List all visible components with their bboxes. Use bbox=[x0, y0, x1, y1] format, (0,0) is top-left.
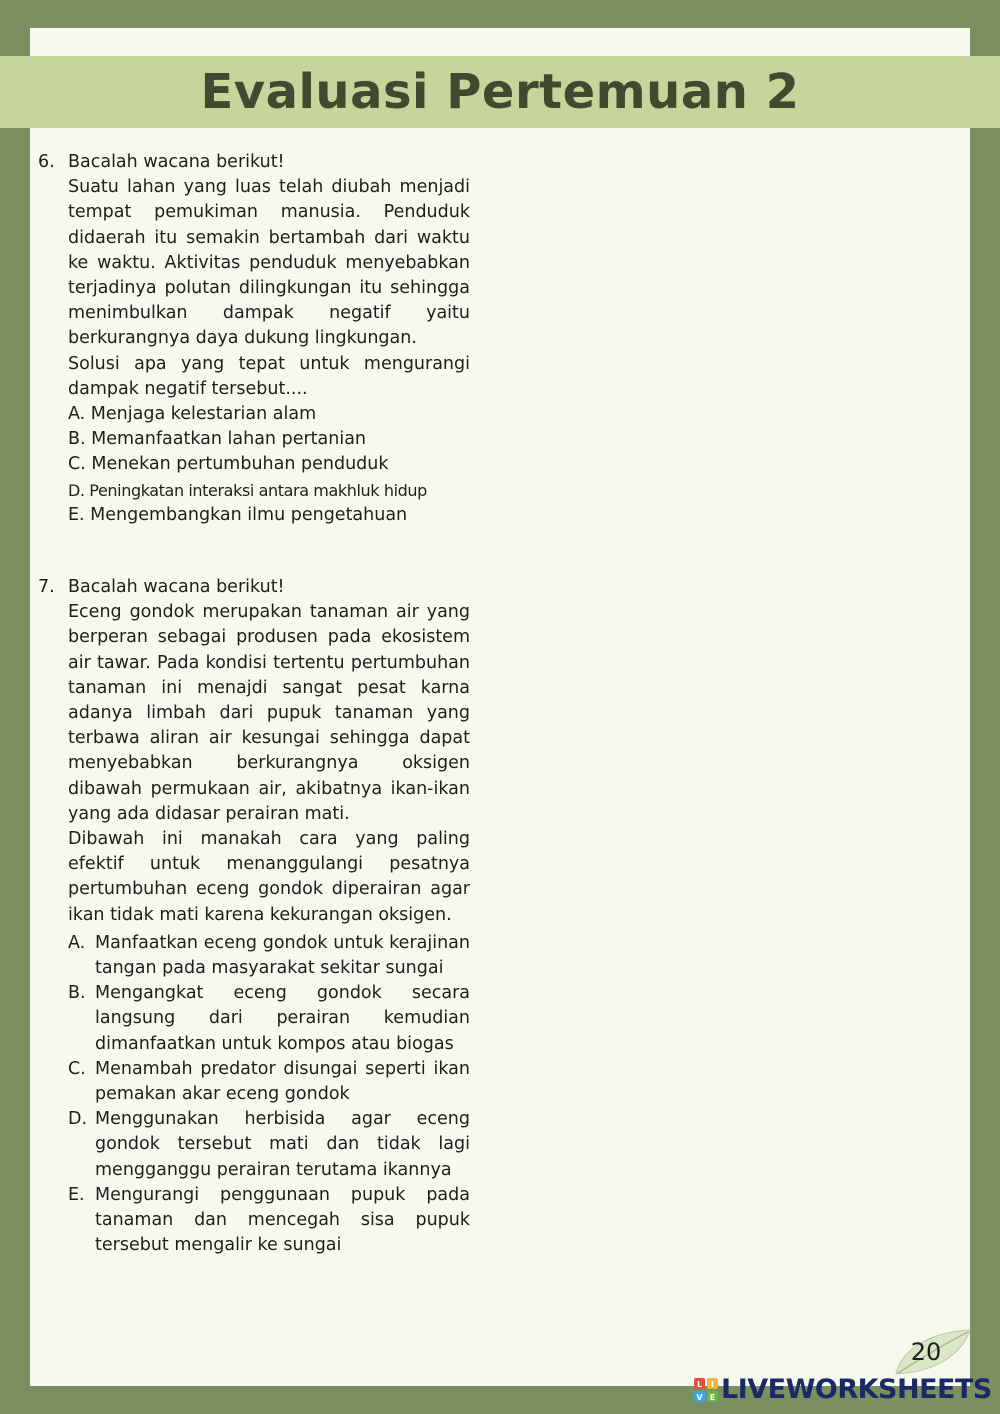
answer-option-d[interactable] bbox=[68, 1107, 470, 1183]
answer-option-b[interactable] bbox=[68, 981, 470, 1057]
brand-watermark bbox=[693, 1375, 992, 1405]
option-label: C. bbox=[68, 1058, 86, 1079]
option-text: Menambah predator disungai seperti ikan pemakan akar eceng gondok bbox=[95, 1058, 470, 1105]
question-prompt: Solusi apa yang tepat untuk mengurangi dampak negatif tersebut.... bbox=[68, 353, 470, 399]
page-number: 20 bbox=[910, 1338, 942, 1366]
option-text: Mengangkat eceng gondok secara langsung dari perairan kemudian dimanfaatkan untuk kompos atau biogas bbox=[95, 983, 470, 1054]
answer-option-c[interactable] bbox=[68, 1057, 470, 1107]
brand-name[interactable]: LIVEWORKSHEETS bbox=[721, 1374, 992, 1405]
answer-option-b[interactable]: B. Memanfaatkan lahan pertanian bbox=[68, 429, 367, 450]
option-text: Menggunakan herbisida agar eceng gondok tersebut mati dan tidak lagi mengganggu perairan terutama ikannya bbox=[95, 1109, 470, 1180]
option-label: A. bbox=[68, 932, 86, 953]
svg-text:V: V bbox=[696, 1393, 703, 1402]
svg-text:E: E bbox=[709, 1393, 716, 1402]
answer-option-e[interactable]: E. Mengembangkan ilmu pengetahuan bbox=[68, 504, 408, 525]
question-number: 6. bbox=[38, 152, 55, 172]
option-label: D. bbox=[68, 1109, 88, 1130]
option-label: E. bbox=[68, 1184, 85, 1205]
answer-option-e[interactable] bbox=[68, 1183, 470, 1259]
answer-option-d[interactable]: D. Peningkatan interaksi antara makhluk hidup bbox=[68, 480, 427, 500]
option-label: B. bbox=[68, 983, 86, 1004]
page-title: Evaluasi Pertemuan 2 bbox=[200, 64, 800, 120]
answer-option-a[interactable]: A. Menjaga kelestarian alam bbox=[68, 404, 317, 425]
question-passage: Eceng gondok merupakan tanaman air yang berperan sebagai produsen pada ekosistem air tawar. Pada kondisi tertentu pertumbuhan tanaman ini menajdi sangat pesat karna adanya limbah dari pupuk tanaman yang terbawa aliran air kesungai sehingga dapat menyebabkan berkurangnya oksigen dibawah permukaan air, akibatnya ikan-ikan yang ada didasar perairan mati. bbox=[68, 602, 470, 824]
answer-option-a[interactable] bbox=[68, 931, 470, 981]
question-6 bbox=[38, 150, 470, 528]
svg-text:L: L bbox=[696, 1380, 703, 1389]
question-7 bbox=[38, 575, 470, 1258]
answer-option-c[interactable]: C. Menekan pertumbuhan penduduk bbox=[68, 454, 389, 475]
liveworksheets-logo-icon bbox=[693, 1377, 719, 1403]
question-number: 7. bbox=[38, 577, 55, 597]
question-prompt: Dibawah ini manakah cara yang paling efektif untuk menanggulangi pesatnya pertumbuhan eceng gondok diperairan agar ikan tidak mati karena kekurangan oksigen. bbox=[68, 829, 470, 925]
question-intro: Bacalah wacana berikut! bbox=[68, 577, 285, 597]
option-text: Manfaatkan eceng gondok untuk kerajinan tangan pada masyarakat sekitar sungai bbox=[95, 932, 470, 979]
svg-text:I: I bbox=[711, 1380, 714, 1389]
question-passage: Suatu lahan yang luas telah diubah menjadi tempat pemukiman manusia. Penduduk didaerah itu semakin bertambah dari waktu ke waktu. Aktivitas penduduk menyebabkan terjadinya polutan dilingkungan itu sehingga menimbulkan dampak negatif yaitu berkurangnya daya dukung lingkungan. bbox=[68, 177, 470, 349]
option-text: Mengurangi penggunaan pupuk pada tanaman dan mencegah sisa pupuk tersebut mengalir ke sungai bbox=[95, 1184, 470, 1256]
question-intro: Bacalah wacana berikut! bbox=[68, 152, 285, 172]
